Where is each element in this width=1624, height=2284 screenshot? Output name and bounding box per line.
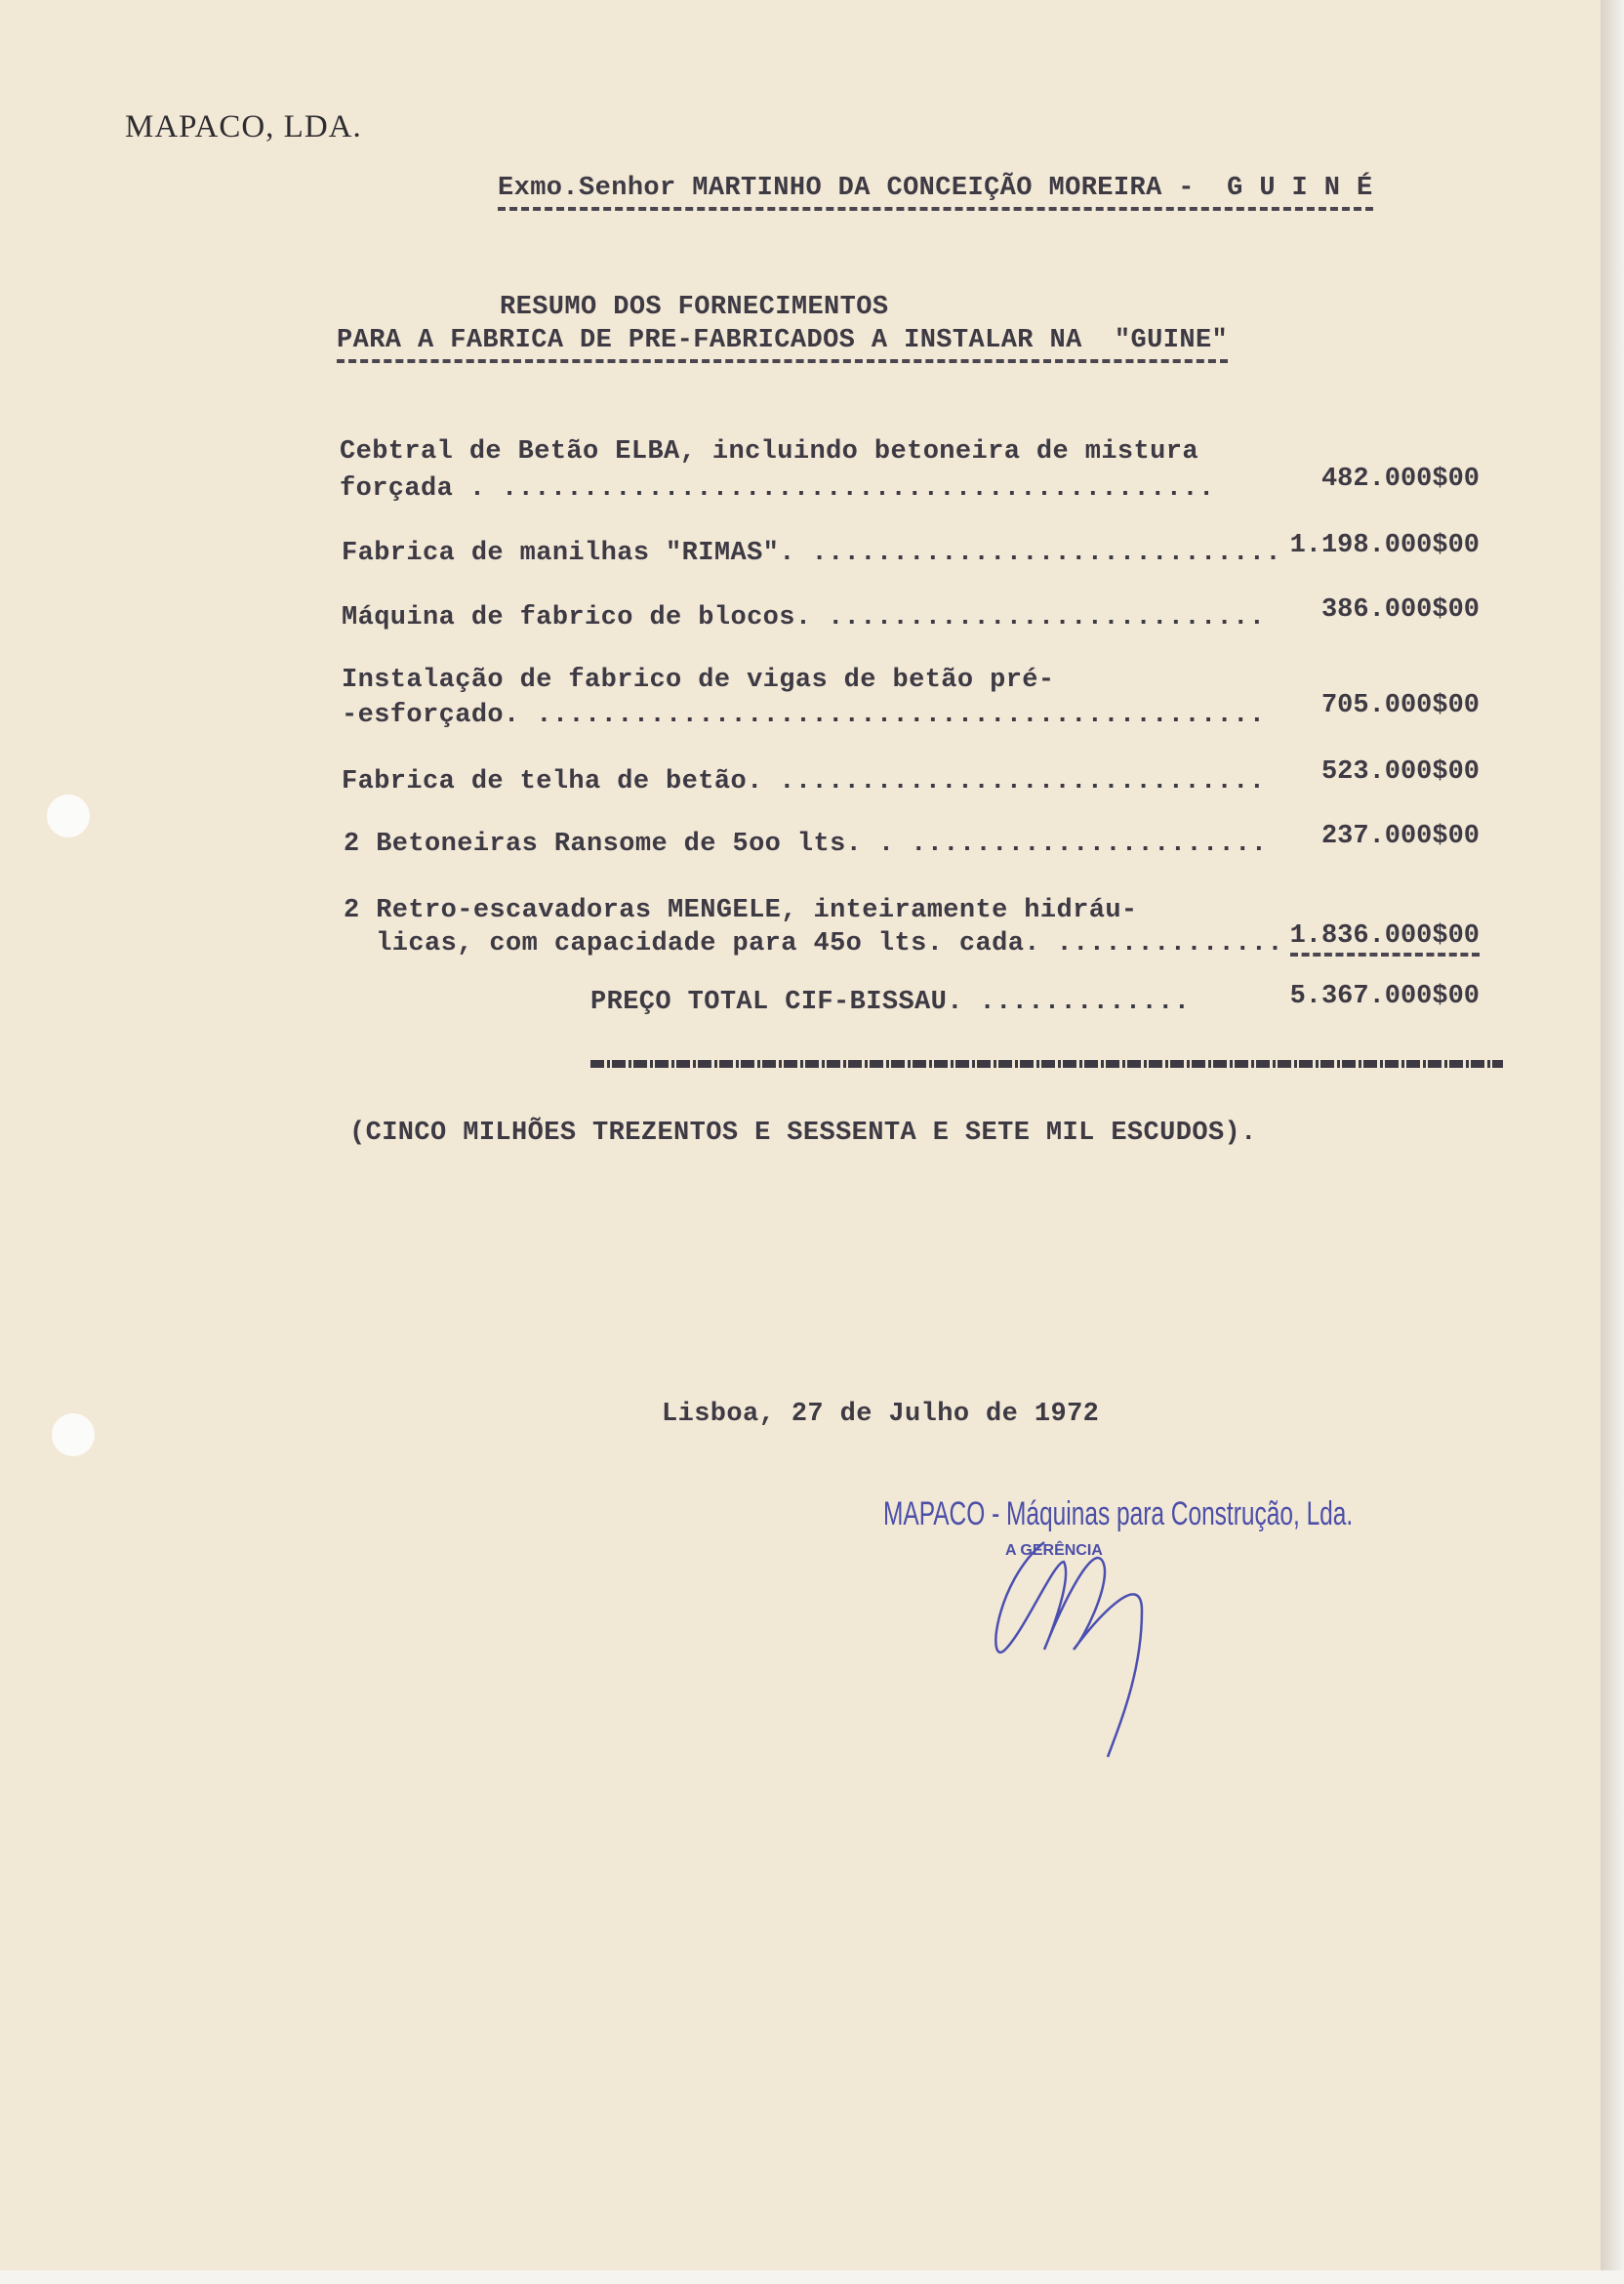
item-1-line-2: forçada . ............................................ xyxy=(340,474,1215,504)
item-6-amount: 237.000$00 xyxy=(1320,822,1480,851)
total-amount: 5.367.000$00 xyxy=(1289,982,1480,1011)
place-date: Lisboa, 27 de Julho de 1972 xyxy=(662,1400,1100,1429)
stamp-subtext: A GERÊNCIA xyxy=(1005,1542,1103,1559)
item-5-line-1: Fabrica de telha de betão. .............................. xyxy=(342,767,1266,796)
item-7-line-1: 2 Retro-escavadoras MENGELE, inteiramente hidráu- xyxy=(344,896,1138,925)
addressee: Exmo.Senhor MARTINHO DA CONCEIÇÃO MOREIRA - G U I N É xyxy=(498,174,1373,211)
item-5-amount: 523.000$00 xyxy=(1320,757,1480,787)
signature xyxy=(986,1523,1181,1767)
item-3-line-1: Máquina de fabrico de blocos. ........................... xyxy=(342,603,1266,632)
item-4-line-1: Instalação de fabrico de vigas de betão pré- xyxy=(342,666,1055,695)
amount-in-words: (CINCO MILHÕES TREZENTOS E SESSENTA E SETE MIL ESCUDOS). xyxy=(349,1119,1257,1148)
item-3-amount: 386.000$00 xyxy=(1320,595,1480,625)
company-stamp: MAPACO - Máquinas para Construção, Lda. xyxy=(883,1495,1354,1532)
punch-hole xyxy=(47,795,90,837)
title-line-2: PARA A FABRICA DE PRE-FABRICADOS A INSTALAR NA "GUINE" xyxy=(337,326,1228,363)
title-line-1: RESUMO DOS FORNECIMENTOS xyxy=(500,293,889,322)
item-4-amount: 705.000$00 xyxy=(1320,691,1480,720)
item-1-line-1: Cebtral de Betão ELBA, incluindo betoneira de mistura xyxy=(340,437,1198,467)
total-label: PREÇO TOTAL CIF-BISSAU. ............. xyxy=(590,988,1191,1017)
item-7-line-2: licas, com capacidade para 45o lts. cada. .............. xyxy=(344,929,1283,958)
item-6-line-1: 2 Betoneiras Ransome de 5oo lts. . ...................... xyxy=(344,830,1268,859)
double-rule xyxy=(590,1060,1503,1068)
letterhead: MAPACO, LDA. xyxy=(125,109,362,144)
page-bottom xyxy=(0,2270,1624,2284)
item-7-amount: 1.836.000$00 xyxy=(1290,921,1480,957)
item-2-line-1: Fabrica de manilhas "RIMAS". ............................. xyxy=(342,539,1281,568)
item-1-amount: 482.000$00 xyxy=(1320,465,1480,494)
item-2-amount: 1.198.000$00 xyxy=(1289,531,1480,560)
punch-hole xyxy=(52,1413,95,1456)
page-edge xyxy=(1601,0,1624,2284)
item-4-line-2: -esforçado. ............................................. xyxy=(342,701,1266,730)
